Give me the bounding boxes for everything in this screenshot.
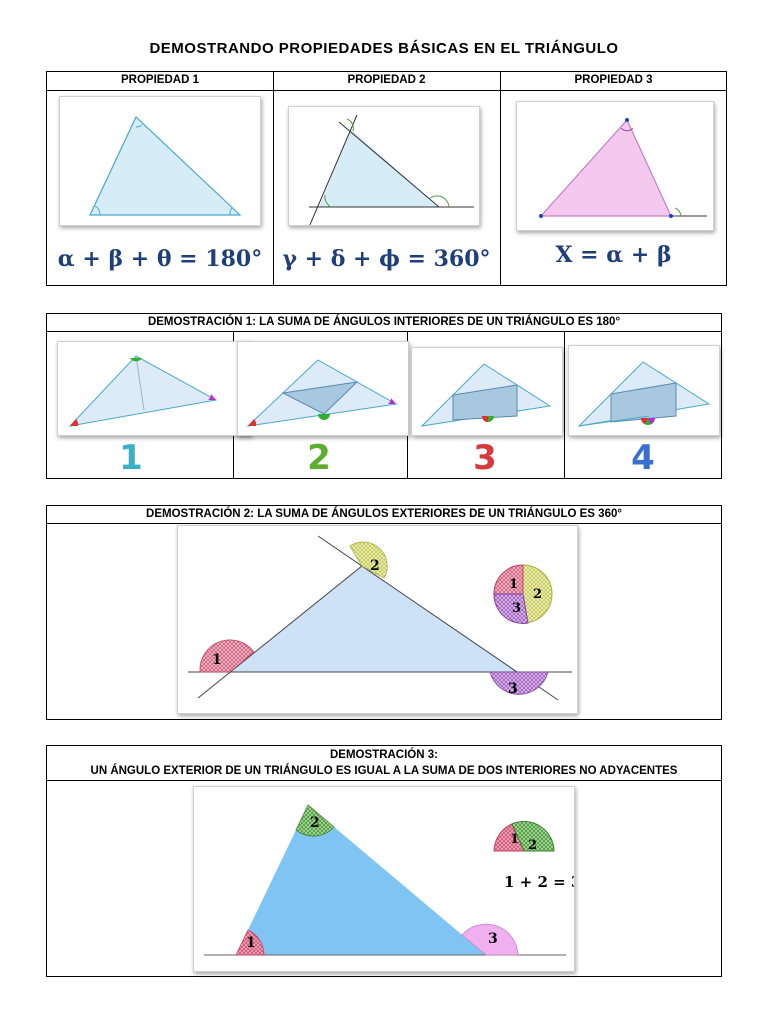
step-4-number: 4 <box>631 438 655 478</box>
circle-angle-1-label: 1 <box>509 577 519 592</box>
demo-1-header: DEMOSTRACIÓN 1: LA SUMA DE ÁNGULOS INTERIORES DE UN TRIÁNGULO ES 180° <box>147 316 621 328</box>
exterior-angle-3-label: 3 <box>508 681 518 697</box>
demo-1-step-2-figure <box>237 341 409 436</box>
step-1-number: 1 <box>119 438 143 478</box>
angle-1-label: 1 <box>246 935 256 951</box>
property-2-header: PROPIEDAD 2 <box>347 74 426 86</box>
properties-table <box>46 71 727 286</box>
property-1-formula: α + β + θ = 180° <box>57 246 263 272</box>
property-3-figure <box>516 101 714 231</box>
demo-2-figure <box>177 525 578 714</box>
sum-angle-1-label: 1 <box>510 832 520 847</box>
exterior-angle-1-label: 1 <box>212 652 222 668</box>
sum-equation: 1 + 2 = 3 <box>504 873 574 891</box>
exterior-angle-2-label: 2 <box>370 558 380 574</box>
demo-1-step-1-figure <box>57 341 252 436</box>
property-3-formula: X = α + β <box>555 242 672 268</box>
demo-2-header: DEMOSTRACIÓN 2: LA SUMA DE ÁNGULOS EXTERIORES DE UN TRIÁNGULO ES 360° <box>146 508 622 520</box>
step-2-number: 2 <box>307 438 331 478</box>
demo-3-header-line-1: DEMOSTRACIÓN 3: <box>330 749 438 761</box>
angle-3-label: 3 <box>488 931 498 947</box>
demo-2-table <box>46 505 722 720</box>
demo-1-table <box>46 313 722 479</box>
demo-1-step-3-figure <box>411 347 563 436</box>
angle-2-label: 2 <box>310 815 320 831</box>
demo-3-figure <box>193 786 575 972</box>
property-2-figure <box>288 106 480 226</box>
step-3-number: 3 <box>473 438 497 478</box>
demo-3-header-line-2: UN ÁNGULO EXTERIOR DE UN TRIÁNGULO ES IGUAL A LA SUMA DE DOS INTERIORES NO ADYACENTES <box>90 765 678 777</box>
property-2-formula: γ + δ + ϕ = 360° <box>282 246 491 272</box>
circle-angle-2-label: 2 <box>533 587 543 602</box>
property-1-header: PROPIEDAD 1 <box>121 74 199 86</box>
demo-1-step-4-figure <box>568 345 720 436</box>
circle-angle-3-label: 3 <box>512 601 522 616</box>
property-1-figure <box>59 96 261 226</box>
page-title: DEMOSTRANDO PROPIEDADES BÁSICAS EN EL TRIÁNGULO <box>149 40 619 57</box>
sum-angle-2-label: 2 <box>528 838 538 853</box>
demo-3-table <box>46 745 722 977</box>
property-3-header: PROPIEDAD 3 <box>574 74 653 86</box>
